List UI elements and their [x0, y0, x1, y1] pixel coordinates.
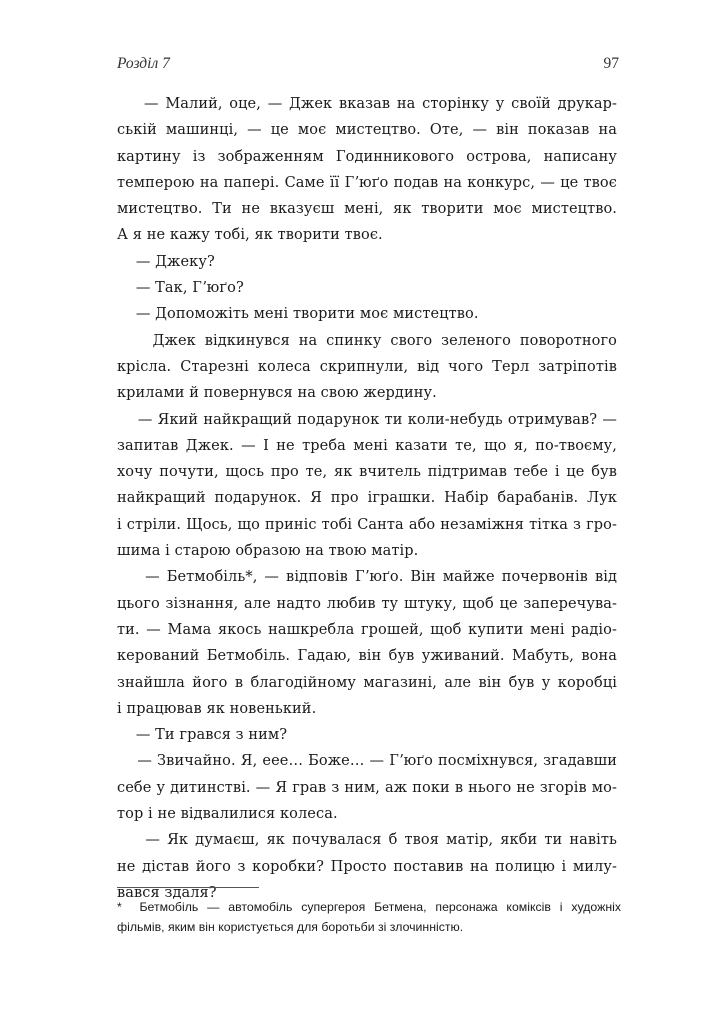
text-line: крісла. Старезні колеса скрипнули, від чого Терл затріпотів [117, 358, 617, 375]
text-line: хочу почути, щось про те, як вчитель підтримав тебе і це був [117, 464, 617, 481]
footnote-line: * Бетмобіль — автомобіль супергероя Бетмена, персонажа коміксів і художніх [117, 900, 621, 914]
text-line: тор і не відвалилися колеса. [117, 806, 338, 823]
paragraph [117, 722, 617, 748]
text-line: А я не кажу тобі, як творити твоє. [117, 227, 383, 244]
text-line: — Так, Гʼюґо? [117, 280, 244, 297]
text-line: — Який найкращий подарунок ти коли-небудь отримував? — [117, 411, 617, 428]
text-line: знайшла його в благодійному магазині, але він був у коробці [117, 674, 617, 691]
text-line: — Допоможіть мені творити моє мистецтво. [117, 306, 479, 323]
text-line: запитав Джек. — І не треба мені казати те, що я, по-твоєму, [117, 437, 617, 454]
paragraph [117, 564, 617, 722]
text-line: — Як думаєш, як почувалася б твоя матір, якби ти навіть [117, 832, 617, 849]
text-line: темперою на папері. Саме її Гʼюґо подав на конкурс, — це твоє [117, 174, 617, 191]
text-line: цього зізнання, але надто любив ту штуку, щоб це заперечува- [117, 595, 617, 612]
text-line: ській машинці, — це моє мистецтво. Оте, — він показав на [117, 122, 617, 139]
text-line: і працював як новенький. [117, 700, 317, 717]
footnote [117, 897, 621, 937]
paragraph [117, 827, 617, 906]
paragraph [117, 249, 617, 275]
chapter-title: Розділ 7 [117, 55, 170, 72]
footnote-rule [117, 887, 259, 888]
text-line: шима і старою образою на твою матір. [117, 543, 419, 560]
text-line: мистецтво. Ти не вказуєш мені, як творити моє мистецтво. [117, 201, 617, 218]
paragraph [117, 748, 617, 827]
paragraph [117, 328, 617, 407]
paragraph [117, 91, 617, 249]
text-line: — Ти грався з ним? [117, 727, 288, 744]
text-line: — Бетмобіль*, — відповів Гʼюґо. Він майже почервонів від [117, 569, 617, 586]
text-line: і стріли. Щось, що приніс тобі Санта або незаміжня тітка з гро- [117, 516, 617, 533]
text-line: — Малий, оце, — Джек вказав на сторінку у своїй друкар- [117, 96, 617, 112]
footnote-line: фільмів, яким він користується для боротьби зі злочинністю. [117, 920, 464, 934]
text-line: найкращий подарунок. Я про іграшки. Набір барабанів. Лук [117, 490, 617, 507]
text-line: картину із зображенням Годинникового острова, написану [117, 148, 617, 165]
text-line: керований Бетмобіль. Гадаю, він був уживаний. Мабуть, вона [117, 648, 617, 665]
text-line: ти. — Мама якось нашкребла грошей, щоб купити мені радіо- [117, 621, 617, 638]
text-line: вався здаля? [117, 884, 217, 901]
body-text [117, 91, 617, 906]
paragraph [117, 407, 617, 565]
running-head [117, 55, 619, 73]
text-line: себе у дитинстві. — Я грав з ним, аж поки в нього не згорів мо- [117, 779, 617, 796]
text-line: — Звичайно. Я, еее… Боже… — Гʼюґо посміхнувся, згадавши [117, 753, 617, 770]
paragraph [117, 301, 617, 327]
text-line: не дістав його з коробки? Просто поставив на полицю і милу- [117, 858, 617, 875]
paragraph [117, 275, 617, 301]
page-number: 97 [603, 55, 619, 72]
text-line: Джек відкинувся на спинку свого зеленого поворотного [117, 332, 617, 349]
text-line: крилами й повернувся на свою жердину. [117, 385, 437, 402]
text-line: — Джеку? [117, 253, 215, 270]
